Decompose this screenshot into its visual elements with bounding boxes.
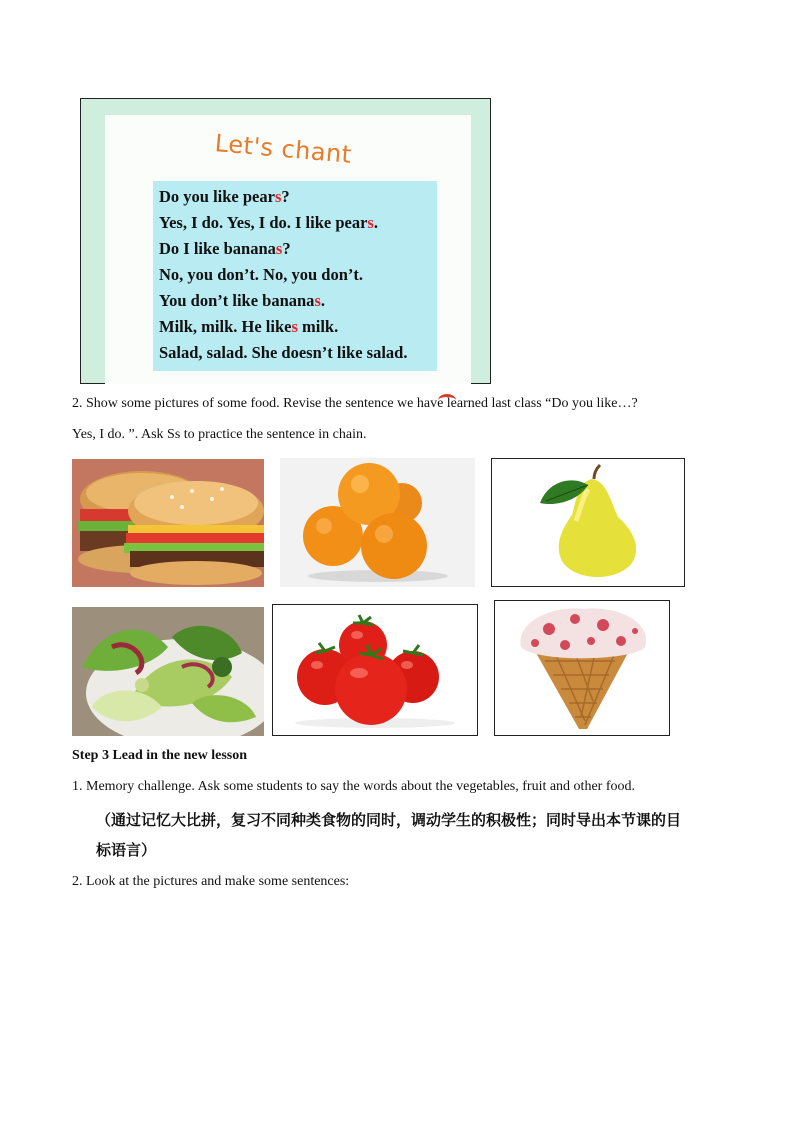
chant-text-box (153, 181, 437, 371)
step3-item1: 1. Memory challenge. Ask some students to say the words about the vegetables, fruit and other food. (72, 779, 635, 794)
step2-line2: Yes, I do. ”. Ask Ss to practice the sentence in chain. (72, 427, 367, 442)
salad-photo (72, 607, 264, 736)
step3-item1-chinese-line1: （通过记忆大比拼，复习不同种类食物的同时，调动学生的积极性；同时导出本节课的目 (96, 811, 682, 829)
step2-line1: 2. Show some pictures of some food. Revise the sentence we have learned last class “Do you like…? (72, 396, 638, 411)
chant-line: Do I like bananas? (159, 239, 291, 258)
chant-line: Do you like pears? (159, 187, 290, 206)
tomatoes-photo (272, 604, 478, 736)
oranges-photo (280, 458, 475, 587)
chant-line: Yes, I do. Yes, I do. I like pears. (159, 213, 378, 232)
step3-item1-chinese-line2: 标语言） (96, 841, 157, 859)
chant-line: Milk, milk. He likes milk. (159, 317, 339, 336)
step3-heading: Step 3 Lead in the new lesson (72, 748, 248, 763)
chant-line: Salad, salad. She doesn’t like salad. (159, 343, 408, 362)
pear-photo (491, 458, 685, 587)
step3-item2: 2. Look at the pictures and make some sentences: (72, 874, 350, 889)
hamburger-photo (72, 459, 264, 587)
chant-line: You don’t like bananas. (159, 291, 325, 310)
slide-title: Let's chant (213, 129, 353, 169)
slide-canvas (105, 115, 471, 384)
chant-line: No, you don’t. No, you don’t. (159, 265, 363, 284)
ice-cream-photo (494, 600, 670, 736)
lets-chant-slide (80, 98, 491, 384)
